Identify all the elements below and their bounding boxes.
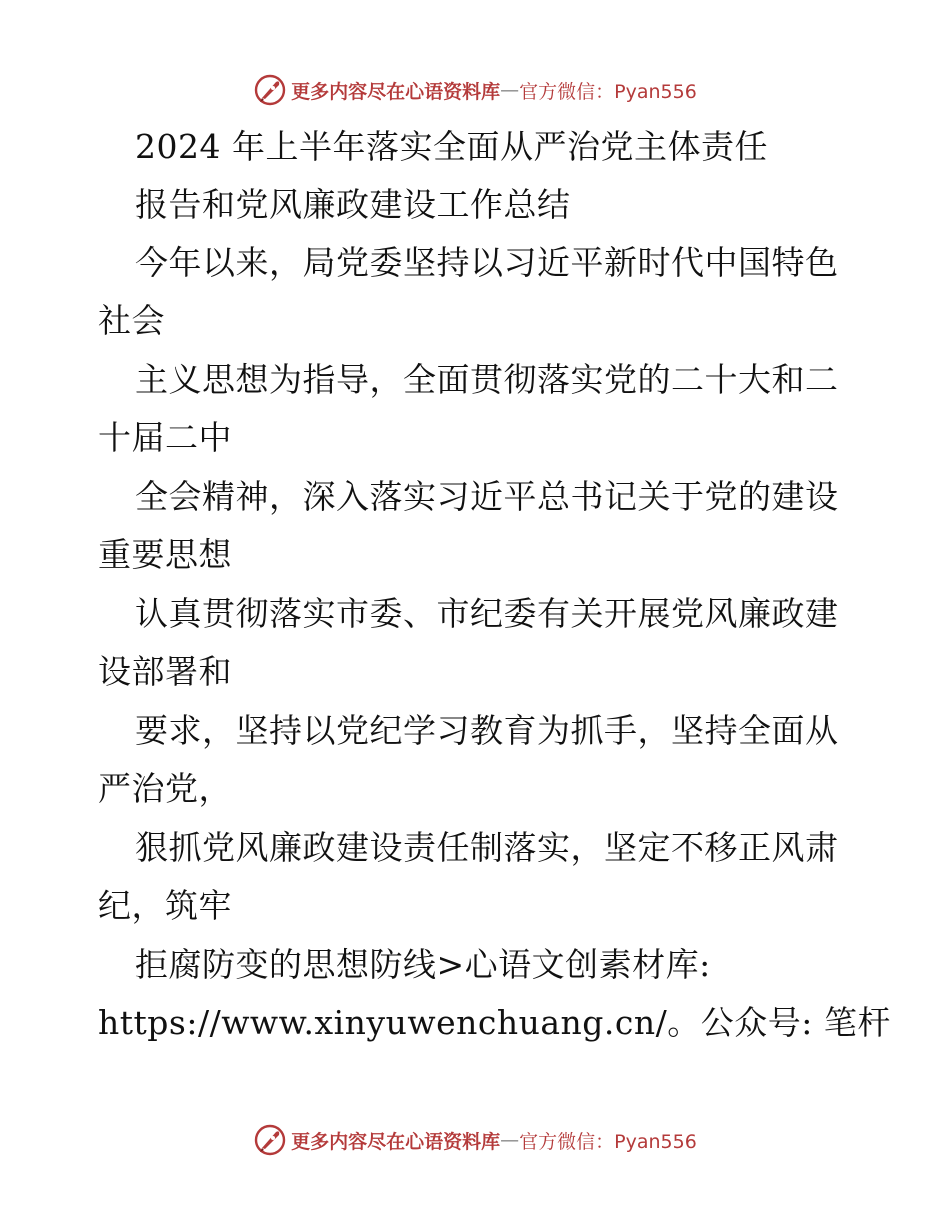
footer-wechat-text: 官方微信：Pyan556 xyxy=(519,1130,697,1153)
footer-main-text: 更多内容尽在心语资料库 xyxy=(291,1130,501,1153)
body-line: 拒腐防变的思想防线>心语文创素材库: xyxy=(135,945,711,984)
title-line-1: 2024 年上半年落实全面从严治党主体责任 xyxy=(135,127,768,166)
body-line-url: https://www.xinyuwenchuang.cn/。公众号: 笔杆 xyxy=(98,1003,891,1042)
body-line: 主义思想为指导，全面贯彻落实党的二十大和二 xyxy=(135,360,839,399)
body-line: 重要思想 xyxy=(98,535,232,574)
body-line: 十届二中 xyxy=(98,418,232,457)
footer-separator: — xyxy=(500,1129,520,1151)
body-line: 全会精神，深入落实习近平总书记关于党的建设 xyxy=(135,477,839,516)
quill-logo-icon xyxy=(253,73,287,107)
body-line: 纪，筑牢 xyxy=(98,886,232,925)
body-line: 社会 xyxy=(98,301,165,340)
body-line: 今年以来，局党委坚持以习近平新时代中国特色 xyxy=(135,243,839,282)
header-separator: — xyxy=(500,79,520,101)
quill-logo-icon xyxy=(253,1123,287,1157)
title-line-2: 报告和党风廉政建设工作总结 xyxy=(135,185,571,224)
body-line: 要求，坚持以党纪学习教育为抓手，坚持全面从 xyxy=(135,711,839,750)
header-wechat-text: 官方微信：Pyan556 xyxy=(519,80,697,103)
body-line: 狠抓党风廉政建设责任制落实，坚定不移正风肃 xyxy=(135,828,839,867)
body-line: 认真贯彻落实市委、市纪委有关开展党风廉政建 xyxy=(135,594,839,633)
body-line: 严治党， xyxy=(98,769,232,808)
body-line: 设部署和 xyxy=(98,652,232,691)
footer-banner xyxy=(0,1120,950,1160)
header-banner xyxy=(0,70,950,110)
header-main-text: 更多内容尽在心语资料库 xyxy=(291,80,501,103)
